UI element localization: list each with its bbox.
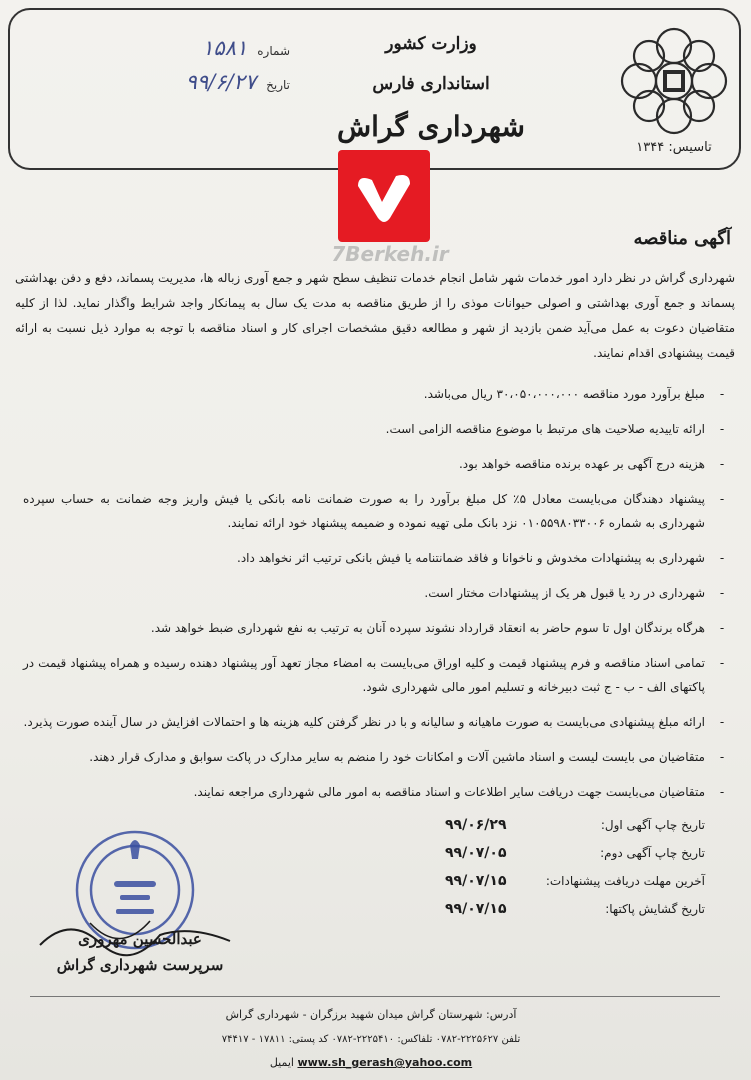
notice-title: آگهی مناقصه [633,228,731,249]
date-label: آخرین مهلت دریافت پیشنهادات: [545,874,705,888]
date-value: ۹۹/۰۶/۲۹ [445,817,507,833]
list-item: - هرگاه برندگان اول تا سوم حاضر به انعقاد قرارداد نشوند سپرده آنان به ترتیب به نفع شهرداری ضبط خواهد شد. [150,621,725,635]
watermark-badge [338,150,430,242]
date-row [445,873,705,901]
municipality-logo-icon [615,22,733,140]
letter-number-value: ۱۵۸۱ [202,36,248,60]
footer-email-label: ایمیل [269,1056,294,1069]
watermark-text: 7Berkeh.ir [331,242,449,266]
letter-date [70,70,290,94]
date-label: تاریخ چاپ آگهی اول: [600,818,705,832]
date-value: ۹۹/۰۷/۱۵ [445,901,507,917]
check-icon [338,150,430,242]
list-item: - مبلغ برآورد مورد مناقصه ۳۰،۰۵۰،۰۰۰،۰۰۰ ریال می‌باشد. [423,387,725,401]
list-item: - شهرداری در رد یا قبول هر یک از پیشنهادات مختار است. [424,586,725,600]
date-value: ۹۹/۰۷/۰۵ [445,845,507,861]
footer-address: آدرس: شهرستان گراش میدان شهید برزگران - شهرداری گراش [225,1008,517,1021]
list-item: - ارائه مبلغ پیشنهادی می‌بایست به صورت ماهیانه و سالیانه و با در نظر گرفتن کلیه هزینه ها و احتمالات افزایش در سال آینده صورت پذیرد. [23,715,725,729]
date-row [445,901,705,929]
letter-number-label: شماره [257,44,290,58]
list-item: - متقاضیان می بایست لیست و اسناد ماشین آلات و امکانات خود را منضم به سایر مدارک در پاکت سوابق و مدارک قرار دهند. [89,750,725,764]
notice-intro: شهرداری گراش در نظر دارد امور خدمات شهر شامل انجام خدمات تنظیف سطح شهر و جمع آوری زباله ها، مدیریت پسماند، دفع و دفن بهداشتی پسماند و جمع آوری بهداشتی و اصولی حیوانات موذی را از طریق مناقصه به مدت یک سال به پیمانکار واجد شرایط واگذار نماید. لذا از کلیه متقاضیان دعوت به عمل می‌آید ضمن بازدید از شهر و مطالعه دقیق مشخصات اجرای کار و اسناد مناقصه با توجه به موارد ذیل نسبت به ارائه قیمت پیشنهادی اقدام نمایند. [15,271,735,360]
date-label: تاریخ گشایش پاکتها: [605,902,705,916]
list-item: - پیشنهاد دهندگان می‌بایست معادل ۵٪ کل مبلغ برآورد را به صورت ضمانت نامه بانکی یا فیش واریز وجه ضمانت به حساب سپرده شهرداری به شماره ۰۱۰۵۵۹۸۰۳۳۰۰۶ نزد بانک ملی تهیه نموده و ضمیمه پیشنهاد خود ارائه نمایند. [23,492,725,530]
date-label: تاریخ چاپ آگهی دوم: [600,846,705,860]
date-row [445,817,705,845]
founded-year: تاسیس: ۱۳۴۴ [636,140,712,155]
signer-name: عبدالحسین مهروری [78,930,202,948]
letter-date-value: ۹۹/۶/۲۷ [185,70,257,94]
footer-email-link[interactable]: www.sh_gerash@yahoo.com [297,1056,473,1069]
province-name: استانداری فارس [372,74,490,94]
letter-date-label: تاریخ [266,78,290,92]
list-item: - متقاضیان می‌بایست جهت دریافت سایر اطلاعات و اسناد مناقصه به امور مالی شهرداری مراجعه نمایند. [193,785,725,799]
list-item: - ارائه تاییدیه صلاحیت های مرتبط با موضوع مناقصه الزامی است. [385,422,725,436]
list-item: - شهرداری به پیشنهادات مخدوش و ناخوانا و فاقد ضمانتنامه یا فیش بانکی ترتیب اثر نخواهد داد. [237,551,725,565]
ministry-name: وزارت کشور [385,34,477,54]
notice-dates [445,817,705,929]
date-value: ۹۹/۰۷/۱۵ [445,873,507,889]
list-item: - هزینه درج آگهی بر عهده برنده مناقصه خواهد بود. [458,457,725,471]
footer-divider [30,996,720,997]
municipality-name: شهرداری گراش [337,110,525,143]
list-item: - تمامی اسناد مناقصه و فرم پیشنهاد قیمت و کلیه اوراق می‌بایست به امضاء مجاز تعهد آور پیشنهاد دهنده رسیده و همراه پیشنهاد قیمت در پاکتهای الف - ب - ج ثبت دبیرخانه و تسلیم امور مالی شهرداری شود. [23,656,725,694]
notice-conditions-list [23,382,735,815]
letter-number [70,36,290,60]
footer-contact: تلفن ۲۲۲۵۶۲۷-۰۷۸۲ تلفاکس: ۲۲۲۵۴۱۰-۰۷۸۲ کد پستی: ۱۷۸۱۱ - ۷۴۴۱۷ [221,1034,521,1045]
footer-email-row [241,1056,501,1069]
signer-title: سرپرست شهرداری گراش [56,956,224,974]
date-row [445,845,705,873]
